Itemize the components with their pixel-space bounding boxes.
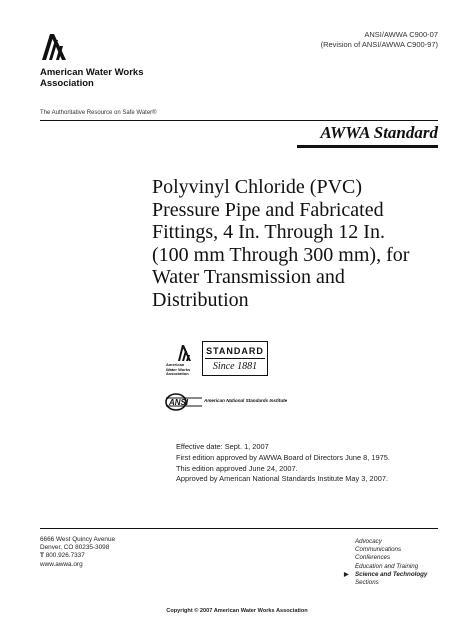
title-line: Pressure Pipe and Fabricated xyxy=(152,198,384,221)
program-item-science: ▶ Science and Technology xyxy=(344,570,428,578)
ansi-approved-date: Approved by American National Standards Institute May 3, 2007. xyxy=(176,474,388,484)
program-item-communications: Communications xyxy=(355,546,402,554)
title-line: Water Transmission and xyxy=(152,266,345,288)
phone-number: 800.926.7337 xyxy=(45,552,85,560)
ansi-mark-text: ANSI xyxy=(169,398,189,407)
contact-address xyxy=(40,536,115,569)
program-item-conferences: Conferences xyxy=(355,554,391,562)
awwa-logo-icon xyxy=(40,32,68,62)
organization-name: American Water Works Association xyxy=(40,67,144,89)
title-line: Distribution xyxy=(152,288,249,311)
footer-rule xyxy=(40,528,438,529)
title-line: Polyvinyl Chloride (PVC) xyxy=(152,176,363,198)
phone-line: T 800.926.7337 xyxy=(40,552,85,560)
effective-date: Effective date: Sept. 1, 2007 xyxy=(176,442,269,451)
program-item-advocacy: Advocacy xyxy=(355,538,382,545)
first-edition-date: First edition approved by AWWA Board of Directors June 8, 1975. xyxy=(176,452,390,462)
standard-label-underline xyxy=(297,145,438,148)
approval-dates xyxy=(176,442,390,485)
address-street: 6666 West Quincy Avenue xyxy=(40,536,116,543)
badge-standard-text: STANDARD xyxy=(205,344,265,359)
title-line: (100 mm Through 300 mm), for xyxy=(152,243,410,266)
badge-logo-text: American Water Works Association xyxy=(166,362,191,377)
edition-approved-date: This edition approved June 24, 2007. xyxy=(176,463,298,473)
title-line: Fittings, 4 In. Through 12 In. xyxy=(152,221,385,243)
document-title xyxy=(152,176,452,311)
triangle-right-icon: ▶ xyxy=(344,571,349,578)
address-city: Denver, CO 80235-3098 xyxy=(40,544,110,552)
tagline: The Authoritative Resource on Safe Water® xyxy=(40,110,157,116)
header-rule xyxy=(40,120,438,121)
revision-note: (Revision of ANSI/AWWA C900-97) xyxy=(320,40,438,49)
website-link[interactable]: www.awwa.org xyxy=(40,560,83,568)
ansi-name: American National Standards Institute xyxy=(204,398,288,403)
ansi-logo-icon xyxy=(164,392,204,412)
badge-since-text: Since 1881 xyxy=(212,361,258,372)
copyright: Copyright © 2007 American Water Works Association xyxy=(166,608,308,614)
document-number: ANSI/AWWA C900-07 xyxy=(364,30,438,39)
document-number-block xyxy=(321,30,438,50)
program-item-sections: Sections xyxy=(355,579,379,587)
standard-label: AWWA Standard xyxy=(320,123,438,142)
program-list xyxy=(344,538,428,587)
program-item-education: Education and Training xyxy=(355,562,419,570)
